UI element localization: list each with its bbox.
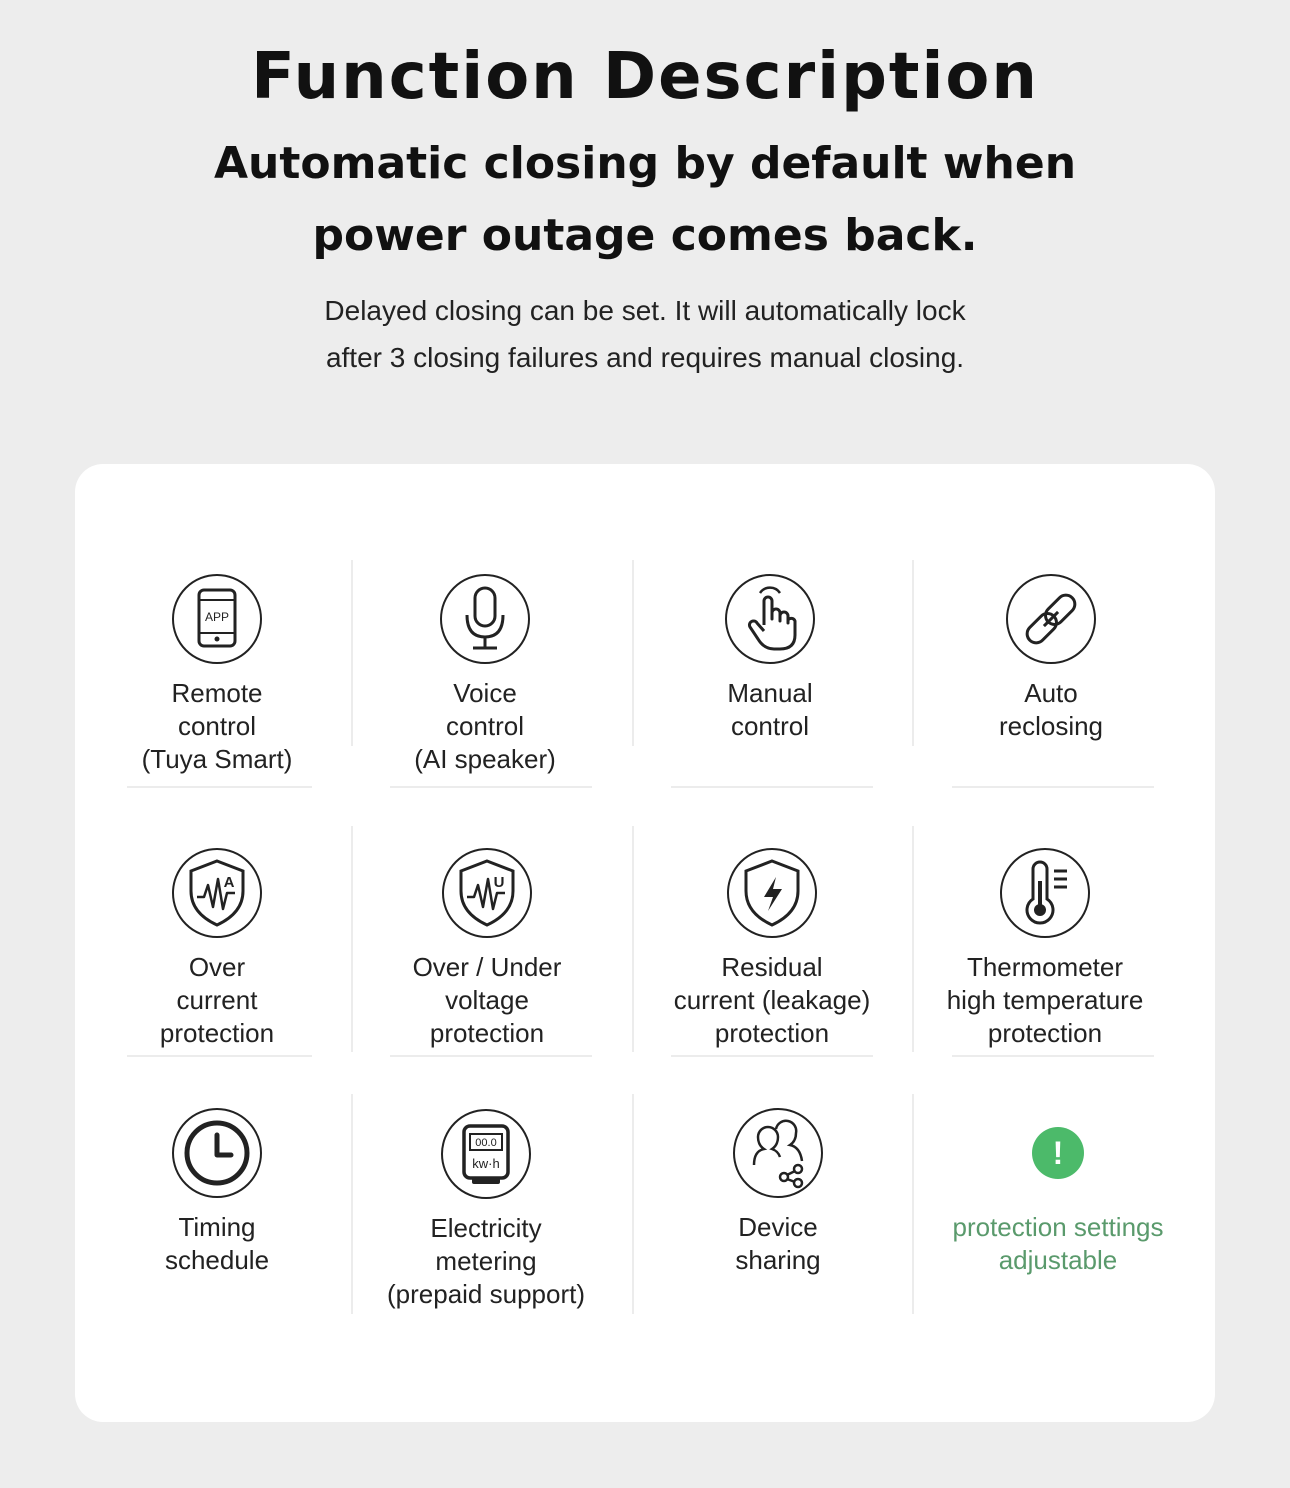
label-line: Voice: [453, 678, 517, 708]
label-line: protection: [714, 1018, 830, 1048]
label-line: Residual: [721, 952, 823, 982]
chain-link-icon: [1005, 573, 1097, 665]
label-line: protection: [987, 1018, 1103, 1048]
label-line: Timing: [178, 1212, 256, 1242]
thermometer-icon: [999, 847, 1091, 939]
users-share-icon: [732, 1107, 824, 1199]
subtitle-line: Automatic closing by default when: [213, 138, 1077, 189]
feature-residual-current: [632, 847, 912, 1097]
feature-over-current: [77, 847, 357, 1097]
label-line: control: [730, 711, 810, 741]
shield-voltage-icon: [441, 847, 533, 939]
clock-icon: [171, 1107, 263, 1199]
description-line: Delayed closing can be set. It will automatically lock: [324, 295, 966, 326]
label-line: (prepaid support): [387, 1279, 585, 1309]
page-title: Function Description: [251, 40, 1039, 114]
label-line: protection: [159, 1018, 275, 1048]
feature-label: [347, 951, 627, 1050]
feature-label: [638, 1211, 918, 1277]
feature-thermometer: [905, 847, 1185, 1097]
exclamation-icon-text: !: [1052, 1135, 1064, 1171]
microphone-icon: [439, 573, 531, 665]
feature-label: [77, 677, 357, 776]
feature-label: [77, 951, 357, 1050]
label-line: control: [445, 711, 525, 741]
feature-label: [77, 1211, 357, 1277]
label-line: control: [177, 711, 257, 741]
exclamation-icon: [1012, 1107, 1104, 1199]
meter-icon-text: 00.0: [475, 1137, 497, 1149]
feature-electricity-metering: [346, 1108, 626, 1358]
shield-bolt-icon: [726, 847, 818, 939]
description: [0, 287, 1290, 381]
label-line: (AI speaker): [414, 744, 556, 774]
feature-label: [346, 1212, 626, 1311]
label-line: reclosing: [998, 711, 1104, 741]
label-line: high temperature: [946, 985, 1144, 1015]
feature-label: [911, 677, 1191, 743]
feature-manual-control: [630, 573, 910, 823]
feature-remote-control: [77, 573, 357, 823]
feature-label: [632, 951, 912, 1050]
label-line: protection settings: [952, 1212, 1164, 1242]
label-line: Over: [188, 952, 246, 982]
feature-over-under-voltage: [347, 847, 627, 1097]
label-line: metering: [435, 1246, 537, 1276]
description-line: after 3 closing failures and requires manual closing.: [325, 342, 965, 373]
feature-timing-schedule: [77, 1107, 357, 1357]
subtitle-line: power outage comes back.: [312, 210, 978, 261]
feature-label: [905, 951, 1185, 1050]
meter-icon: [440, 1108, 532, 1200]
shield-icon-text: A: [223, 874, 235, 891]
meter-icon-unit: kw·h: [472, 1156, 500, 1171]
feature-label: [918, 1211, 1198, 1277]
label-line: Electricity: [430, 1213, 542, 1243]
feature-voice-control: [345, 573, 625, 823]
app-phone-icon: [171, 573, 263, 665]
subtitle: [0, 128, 1290, 272]
app-icon-text: APP: [204, 610, 230, 624]
shield-current-icon: [171, 847, 263, 939]
label-line: protection: [429, 1018, 545, 1048]
grid-divider: [632, 1094, 634, 1314]
shield-icon-text: U: [493, 874, 505, 891]
feature-label: [345, 677, 625, 776]
label-line: Over / Under: [412, 952, 562, 982]
label-line: schedule: [164, 1245, 270, 1275]
hand-pointer-icon: [724, 573, 816, 665]
label-line: Auto: [1024, 678, 1078, 708]
label-line: Thermometer: [966, 952, 1124, 982]
feature-device-sharing: [638, 1107, 918, 1357]
label-line: Device: [738, 1212, 818, 1242]
feature-protection-settings: [918, 1107, 1198, 1357]
label-line: (Tuya Smart): [141, 744, 293, 774]
label-line: adjustable: [998, 1245, 1118, 1275]
features-card: [75, 464, 1215, 1422]
feature-label: [630, 677, 910, 743]
label-line: current (leakage): [673, 985, 871, 1015]
feature-auto-reclosing: [911, 573, 1191, 823]
label-line: sharing: [735, 1245, 821, 1275]
label-line: Remote: [171, 678, 263, 708]
label-line: voltage: [445, 985, 529, 1015]
label-line: current: [176, 985, 258, 1015]
label-line: Manual: [727, 678, 813, 708]
